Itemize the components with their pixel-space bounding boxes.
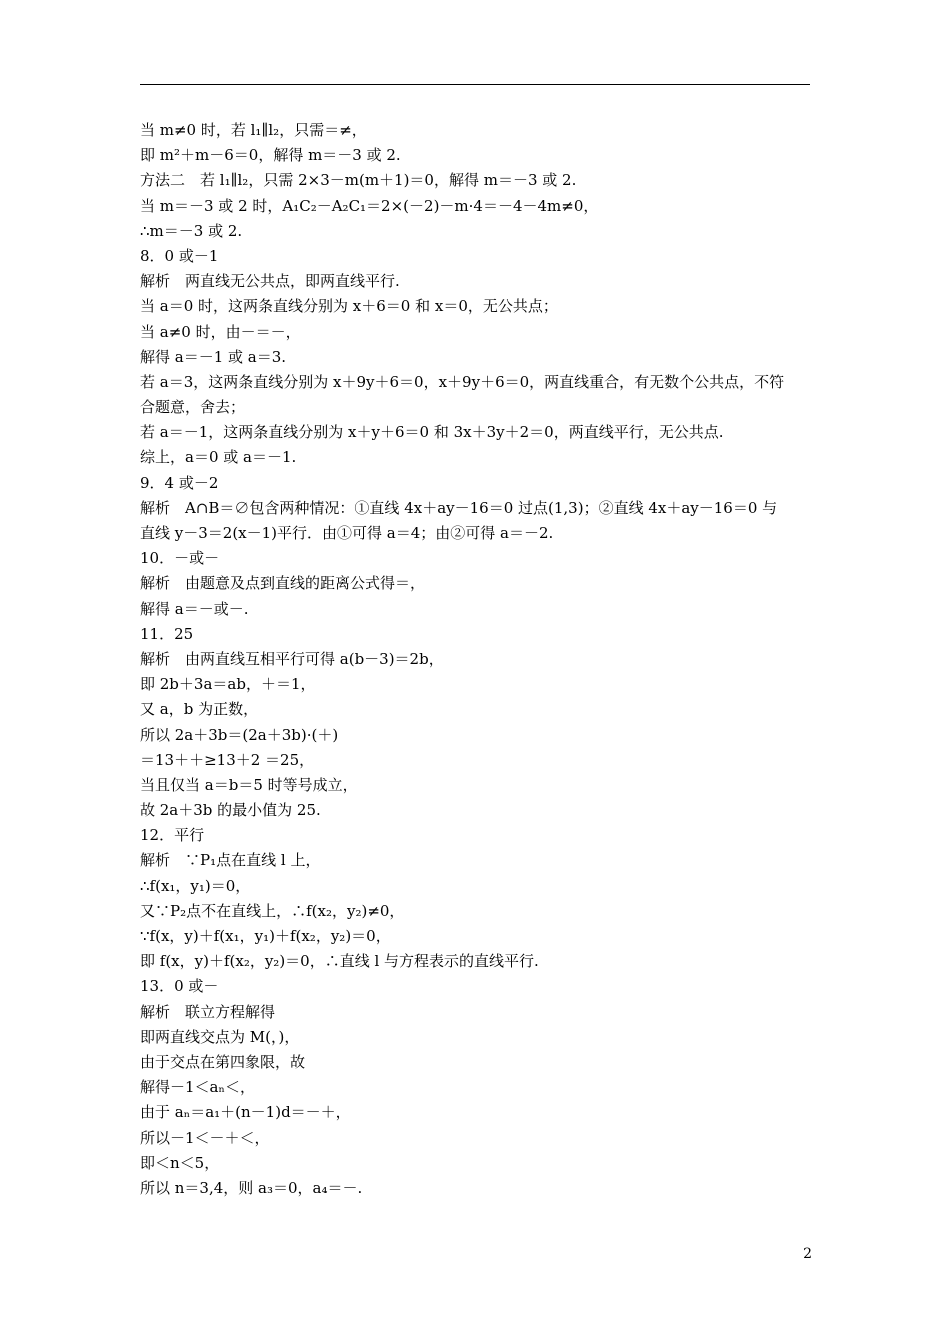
text-line: 即 m²＋m－6＝0，解得 m＝－3 或 2. [140, 146, 401, 165]
text-line: 若 a＝3，这两条直线分别为 x＋9y＋6＝0，x＋9y＋6＝0，两直线重合，有无数个公共点，不符 [140, 372, 785, 391]
text-line: 所以－1＜－＋＜， [140, 1128, 270, 1147]
text-line: 合题意，舍去； [140, 398, 246, 417]
header-rule [140, 84, 810, 85]
text-line: 所以 2a＋3b＝(2a＋3b)·(＋) [140, 725, 339, 744]
text-line: 综上，a＝0 或 a＝－1. [140, 448, 297, 467]
text-line: ∵f(x，y)＋f(x₁，y₁)＋f(x₂，y₂)＝0， [140, 927, 391, 945]
text-line: 解得－1＜aₙ＜， [140, 1078, 255, 1097]
text-line: 11．25 [140, 624, 194, 643]
text-line: 若 a＝－1，这两条直线分别为 x＋y＋6＝0 和 3x＋3y＋2＝0，两直线平行，无公共点. [140, 423, 724, 442]
text-line: 即 f(x，y)＋f(x₂，y₂)＝0，∴直线 l 与方程表示的直线平行. [140, 952, 539, 971]
document-body [140, 118, 820, 1201]
text-line: 当 m≠0 时，若 l₁∥l₂，只需＝≠， [140, 121, 367, 139]
text-line: 解得 a＝－或－. [140, 599, 249, 618]
text-line: ∴m＝－3 或 2. [140, 221, 243, 240]
text-line: 又∵P₂点不在直线上，∴f(x₂，y₂)≠0， [140, 901, 405, 920]
text-line: 由于交点在第四象限，故 [140, 1052, 306, 1071]
text-line: 故 2a＋3b 的最小值为 25. [140, 801, 321, 820]
text-line: 直线 y－3＝2(x－1)平行．由①可得 a＝4；由②可得 a＝－2. [140, 524, 554, 542]
text-line: 当 a＝0 时，这两条直线分别为 x＋6＝0 和 x＝0，无公共点； [140, 297, 558, 316]
text-line: 又 a，b 为正数， [140, 700, 259, 719]
text-line: 8．0 或－1 [140, 246, 219, 265]
text-line: 12．平行 [140, 826, 205, 845]
text-line: 9．4 或－2 [140, 473, 219, 492]
text-line: 由于 aₙ＝a₁＋(n－1)d＝－＋， [140, 1103, 351, 1122]
text-line: 当 m＝－3 或 2 时，A₁C₂－A₂C₁＝2×(－2)－m·4＝－4－4m≠0， [140, 196, 599, 215]
text-line: 解析 由两直线互相平行可得 a(b－3)＝2b， [140, 649, 444, 668]
text-line: 即两直线交点为 M(，)， [140, 1027, 300, 1046]
text-line: 当 a≠0 时，由－＝－， [140, 322, 301, 341]
text-line: 13．0 或－ [140, 977, 219, 996]
text-line: 解析 由题意及点到直线的距离公式得＝， [140, 574, 426, 593]
text-line: 解析 联立方程解得 [140, 1002, 276, 1021]
text-line: 当且仅当 a＝b＝5 时等号成立， [140, 775, 358, 794]
text-line: ∴f(x₁，y₁)＝0， [140, 876, 251, 895]
text-line: 即＜n＜5， [140, 1153, 220, 1172]
page-number: 2 [803, 1246, 812, 1262]
text-line: 所以 n＝3,4，则 a₃＝0，a₄＝－. [140, 1178, 363, 1197]
text-line: 解析 两直线无公共点，即两直线平行. [140, 272, 400, 291]
text-line: 方法二 若 l₁∥l₂，只需 2×3－m(m＋1)＝0，解得 m＝－3 或 2. [140, 171, 577, 190]
text-line: 解析 A∩B＝∅包含两种情况：①直线 4x＋ay－16＝0 过点(1,3)；②直线 4x＋ay－16＝0 与 [140, 498, 778, 517]
text-line: 解析 ∵P₁点在直线 l 上， [140, 851, 321, 870]
text-line: 解得 a＝－1 或 a＝3. [140, 347, 287, 366]
text-line: 10．－或－ [140, 549, 220, 568]
text-line: ＝13＋＋≥13＋2 ＝25， [140, 750, 315, 769]
text-line: 即 2b＋3a＝ab，＋＝1， [140, 675, 316, 694]
